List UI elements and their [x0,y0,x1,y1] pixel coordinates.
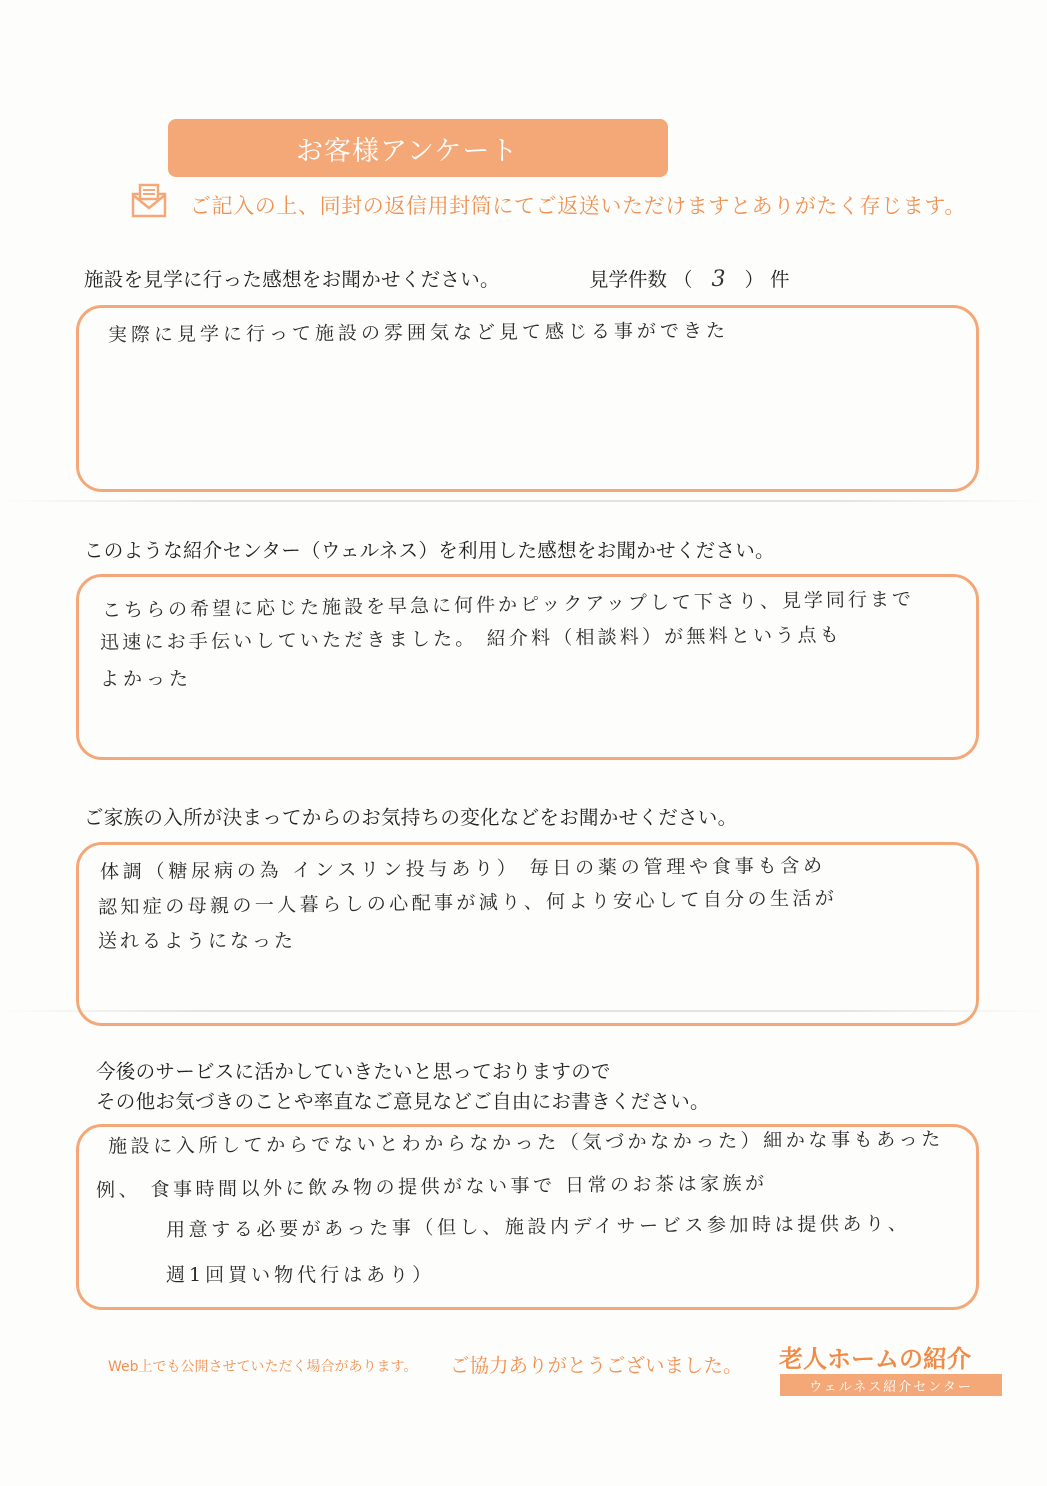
question-4-line-1: 今後のサービスに活かしていきたいと思っておりますので [96,1060,611,1083]
company-logo-text: 老人ホームの紹介 [779,1345,971,1373]
answer-4-line-4: 週1回買い物代行はあり） [166,1264,436,1286]
question-4-line-2: その他お気づきのことや率直なご意見などご自由にお書きください。 [96,1090,710,1113]
answer-2-line-1: こちらの希望に応じた施設を早急に何件かピックアップして下さり、見学同行まで [101,588,915,622]
visit-count-label: 見学件数 [589,268,668,291]
intro-instruction: ご記入の上、同封の返信用封筒にてご返送いただけますとありがたく存じます。 [190,194,966,218]
question-1: 施設を見学に行った感想をお聞かせください。 [84,268,500,291]
visit-count-close: ） [744,268,765,291]
thanks-message: ご協力ありがとうございました。 [450,1354,743,1377]
answer-4-line-3: 用意する必要があった事（但し、施設内デイサービス参加時は提供あり、 [165,1212,911,1242]
visit-count-unit: 件 [770,268,790,291]
answer-2-line-3: よかった [100,668,193,690]
question-2: このような紹介センター（ウェルネス）を利用した感想をお聞かせください。 [84,539,775,562]
answer-1-line-1: 実際に見学に行って施設の雰囲気など見て感じる事ができた [107,319,730,347]
survey-title: お客様アンケート [296,135,519,167]
paper-fold-line [0,500,1047,502]
publication-note: Web上でも公開させていただく場合があります。 [108,1359,418,1375]
answer-4-line-1: 施設に入所してからでないとわからなかった（気づかなかった）細かな事もあった [107,1128,944,1158]
answer-3-line-2: 認知症の母親の一人暮らしの心配事が減り、何より安心して自分の生活が [97,887,838,919]
answer-3-line-3: 送れるようになった [98,930,297,952]
visit-count-value: 3 [711,267,726,292]
answer-4-line-2: 例、 食事時間以外に飲み物の提供がない事で 日常のお茶は家族が [95,1172,768,1202]
question-3: ご家族の入所が決まってからのお気持ちの変化などをお聞かせください。 [84,806,738,829]
answer-2-line-2: 迅速にお手伝いしていただきました。 紹介料（相談料）が無料という点も [99,624,842,654]
survey-title-banner [168,119,668,177]
company-logo-badge [780,1374,1002,1396]
visit-count [589,264,790,292]
answer-3-line-1: 体調（糖尿病の為 インスリン投与あり） 毎日の薬の管理や食事も含め [99,854,827,884]
visit-count-open: （ [673,268,693,291]
envelope-icon [130,182,168,220]
company-logo-subtitle: ウェルネス紹介センター [809,1379,973,1395]
